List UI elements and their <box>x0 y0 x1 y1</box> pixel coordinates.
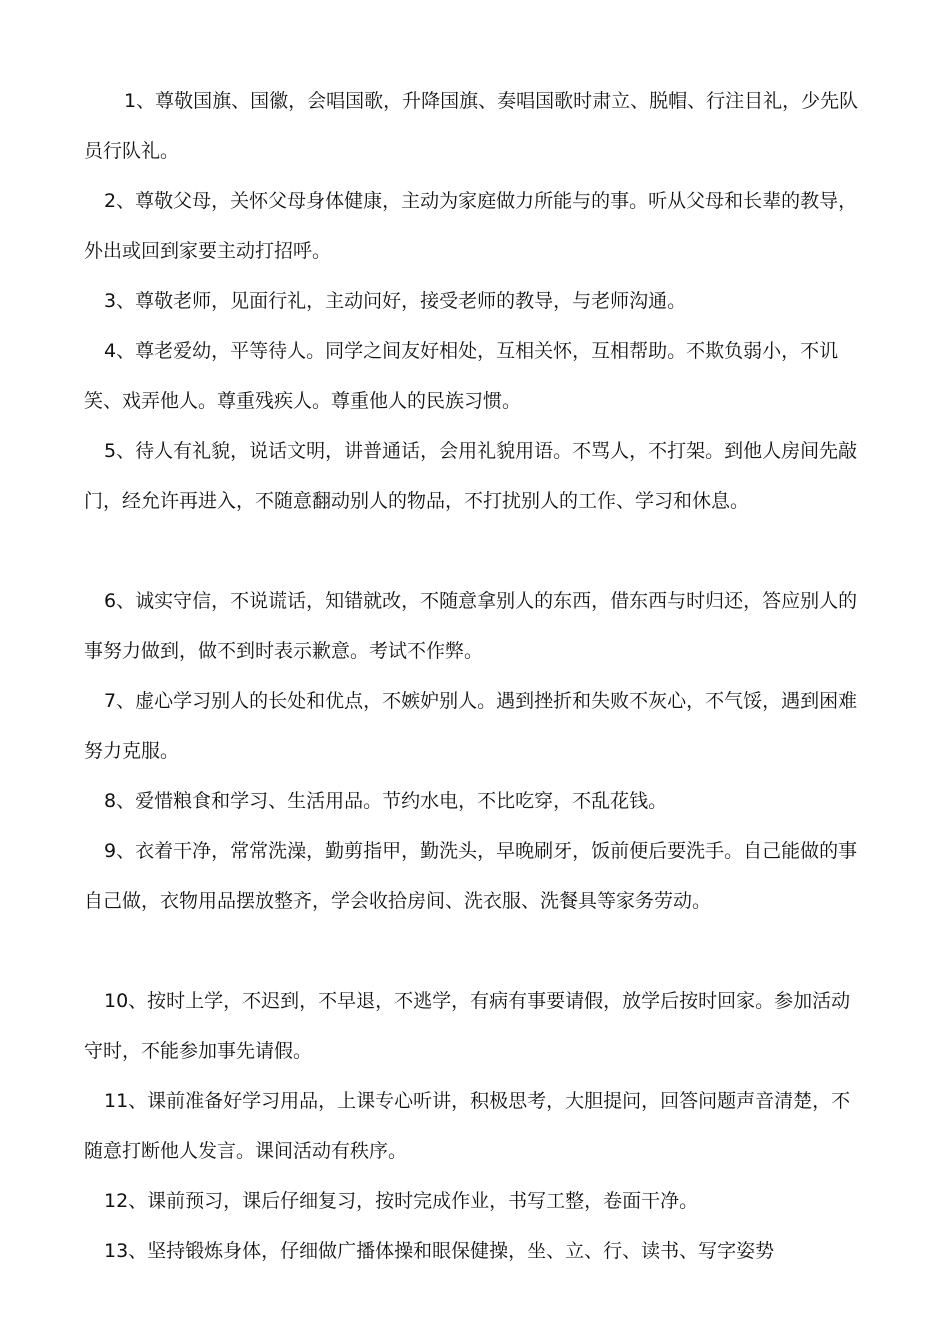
paragraph-10: 10、按时上学，不迟到，不早退，不逃学，有病有事要请假，放学后按时回家。参加活动守时，不能参加事先请假。 <box>84 990 851 1062</box>
paragraph-9: 9、衣着干净，常常洗澡，勤剪指甲，勤洗头，早晚刷牙，饭前便后要洗手。自己能做的事自己做，衣物用品摆放整齐，学会收拾房间、洗衣服、洗餐具等家务劳动。 <box>84 840 858 912</box>
paragraph-3: 3、尊敬老师，见面行礼，主动问好，接受老师的教导，与老师沟通。 <box>104 290 687 312</box>
paragraph-2: 2、尊敬父母，关怀父母身体健康，主动为家庭做力所能与的事。听从父母和长辈的教导，外出或回到家要主动打招呼。 <box>84 190 858 262</box>
paragraph-8: 8、爱惜粮食和学习、生活用品。节约水电，不比吃穿，不乱花钱。 <box>104 790 668 812</box>
paragraph-11: 11、课前准备好学习用品，上课专心听讲，积极思考，大胆提问，回答问题声音清楚，不随意打断他人发言。课间活动有秩序。 <box>84 1090 851 1162</box>
paragraph-12: 12、课前预习，课后仔细复习，按时完成作业，书写工整，卷面干净。 <box>104 1190 699 1212</box>
paragraph-4: 4、尊老爱幼，平等待人。同学之间友好相处，互相关怀，互相帮助。不欺负弱小，不讥笑、戏弄他人。尊重残疾人。尊重他人的民族习惯。 <box>84 340 839 412</box>
paragraph-5: 5、待人有礼貌，说话文明，讲普通话，会用礼貌用语。不骂人，不打架。到他人房间先敲门，经允许再进入，不随意翻动别人的物品，不打扰别人的工作、学习和休息。 <box>84 440 858 512</box>
paragraph-1: 1、尊敬国旗、国徽，会唱国歌，升降国旗、奏唱国歌时肃立、脱帽、行注目礼，少先队员行队礼。 <box>84 90 859 162</box>
paragraph-6: 6、诚实守信，不说谎话，知错就改，不随意拿别人的东西，借东西与时归还，答应别人的事努力做到，做不到时表示歉意。考试不作弊。 <box>84 590 858 662</box>
paragraph-13: 13、坚持锻炼身体，仔细做广播体操和眼保健操，坐、立、行、读书、写字姿势 <box>104 1240 775 1262</box>
paragraph-7: 7、虚心学习别人的长处和优点，不嫉妒别人。遇到挫折和失败不灰心，不气馁，遇到困难努力克服。 <box>84 690 858 762</box>
